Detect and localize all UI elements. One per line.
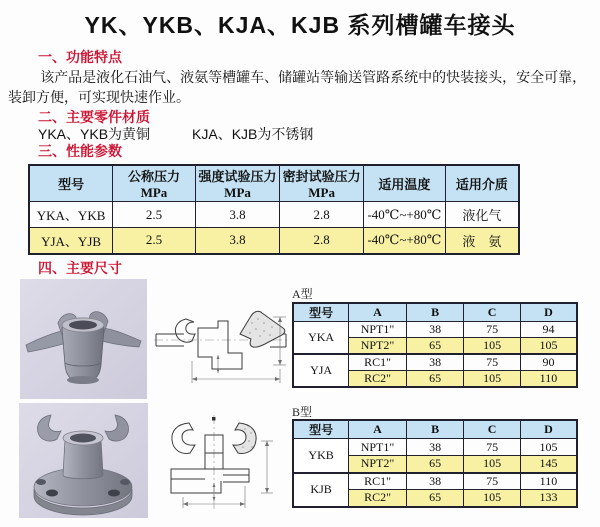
table-row — [293, 322, 577, 338]
table-row — [293, 354, 577, 371]
table-cell: YJA、YJB — [29, 228, 113, 254]
model-cell: KJB — [293, 473, 349, 507]
type-b-label: B型 — [292, 404, 313, 419]
stippled-hook — [233, 423, 256, 453]
type-a-table — [292, 302, 578, 389]
table-cell: 75 — [464, 473, 521, 490]
table-cell: 145 — [520, 456, 577, 473]
table-cell: YKA、YKB — [29, 202, 113, 228]
table-cell: 2.8 — [280, 228, 364, 254]
table-cell: 液化气 — [445, 202, 519, 228]
type-b-table-body — [293, 439, 577, 507]
table-cell: 105 — [464, 490, 521, 507]
table-cell: 75 — [464, 354, 521, 371]
table-row — [293, 473, 577, 490]
column-header-cell: 适用温度 — [363, 165, 445, 202]
table-cell: 105 — [464, 456, 521, 473]
table-cell: 133 — [520, 490, 577, 507]
column-header-cell: 型号 — [293, 303, 349, 322]
table-cell: -40℃~+80℃ — [363, 202, 445, 228]
base-shadow — [67, 376, 99, 384]
model-cell: YKB — [293, 439, 349, 473]
a-type-section-drawing — [152, 289, 290, 389]
table-cell: RC1" — [349, 473, 407, 490]
opening-bore — [70, 433, 96, 442]
stippled-wing — [240, 311, 285, 347]
table-cell: RC1" — [349, 354, 407, 371]
bolt-hole — [46, 489, 58, 496]
table-cell: 90 — [520, 354, 577, 371]
outline-lines — [171, 423, 249, 493]
table-cell: 38 — [406, 322, 463, 338]
b-type-section-drawing — [155, 413, 285, 513]
table-cell: 3.8 — [195, 228, 280, 254]
table-cell: 38 — [406, 439, 463, 456]
table-row — [29, 202, 519, 228]
table-cell: 2.5 — [113, 228, 196, 254]
type-a-label: A型 — [292, 286, 313, 301]
neck-cylinder — [63, 440, 103, 479]
table-cell: 105 — [464, 338, 521, 355]
table-cell: -40℃~+80℃ — [363, 228, 445, 254]
type-b-header-row — [293, 420, 577, 439]
column-header-cell: D — [520, 420, 577, 439]
section-heading-dimensions: 四、主要尺寸 — [38, 259, 122, 276]
table-cell: 105 — [464, 371, 521, 388]
table-cell: 65 — [406, 490, 463, 507]
table-cell: RC2" — [349, 490, 407, 507]
table-cell: 75 — [464, 439, 521, 456]
bolt-hole — [36, 479, 46, 485]
materials-part-brass: YKA、YKB为黄铜 — [38, 126, 151, 142]
a-type-product-photo — [20, 279, 147, 399]
section-heading-features: 一、功能特点 — [38, 49, 122, 65]
type-b-table — [292, 419, 578, 508]
table-cell: NPT2" — [349, 456, 407, 473]
table-cell: NPT1" — [349, 322, 407, 338]
model-cell: YKA — [293, 322, 349, 355]
table-cell: 105 — [520, 439, 577, 456]
bolt-hole — [108, 489, 120, 496]
table-cell: 65 — [406, 338, 463, 355]
materials-part-stainless: KJA、KJB为不锈钢 — [192, 126, 314, 142]
column-header-cell: 适用介质 — [445, 165, 519, 202]
column-header-cell: B — [406, 420, 463, 439]
table-cell: RC2" — [349, 371, 407, 388]
performance-table — [28, 164, 520, 255]
table-cell: 65 — [406, 456, 463, 473]
materials-text — [38, 126, 600, 142]
b-type-product-photo — [19, 403, 148, 518]
type-a-table-body — [293, 322, 577, 388]
column-header-cell: 型号 — [29, 165, 113, 202]
column-header-cell: D — [520, 303, 577, 322]
table-row — [293, 439, 577, 456]
table-cell: 105 — [520, 338, 577, 355]
table-cell: 3.8 — [195, 202, 280, 228]
model-cell: YJA — [293, 354, 349, 387]
table-cell: 2.5 — [113, 202, 196, 228]
opening-bore — [69, 320, 97, 329]
top-marker — [212, 417, 216, 421]
dimensions-section — [0, 277, 600, 527]
type-a-header-row — [293, 303, 577, 322]
table-cell: 110 — [520, 473, 577, 490]
page-title: YK、YKB、KJA、KJB 系列槽罐车接头 — [84, 12, 516, 38]
column-header-cell: 公称压力 MPa — [113, 165, 196, 202]
table-row — [29, 228, 519, 254]
table-cell: 75 — [464, 322, 521, 338]
column-header-cell: 强度试验压力MPa — [195, 165, 280, 202]
table-cell: 65 — [406, 371, 463, 388]
table-cell: 2.8 — [280, 202, 364, 228]
table-cell: 38 — [406, 354, 463, 371]
table-cell: NPT2" — [349, 338, 407, 355]
column-header-cell: C — [464, 303, 521, 322]
column-header-cell: B — [406, 303, 463, 322]
column-header-cell: A — [349, 303, 407, 322]
performance-header-row — [29, 165, 519, 202]
performance-table-body — [29, 202, 519, 254]
table-cell: 94 — [520, 322, 577, 338]
table-cell: 38 — [406, 473, 463, 490]
bolt-hole — [120, 479, 130, 485]
column-header-cell: A — [349, 420, 407, 439]
table-cell: NPT1" — [349, 439, 407, 456]
table-cell: 液 氨 — [445, 228, 519, 254]
section-heading-performance: 三、性能参数 — [38, 143, 122, 159]
column-header-cell: 型号 — [293, 420, 349, 439]
section-heading-materials: 二、主要零件材质 — [38, 109, 150, 125]
dimension-arrows — [183, 441, 269, 506]
features-paragraph: 该产品是液化石油气、液氨等槽罐车、储罐站等输送管路系统中的快装接头，安全可靠，装卸方便，可实现快速作业。 — [8, 69, 587, 105]
column-header-cell: C — [464, 420, 521, 439]
column-header-cell: 密封试验压力MPa — [280, 165, 364, 202]
table-cell: 110 — [520, 371, 577, 388]
